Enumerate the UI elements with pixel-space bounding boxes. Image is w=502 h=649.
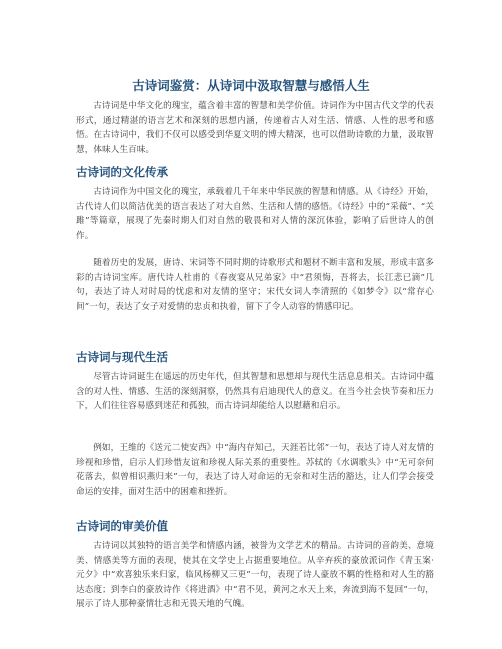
section-3-paragraph-1: 古诗词以其独特的语言美学和情感内涵，被誉为文学艺术的精品。古诗词的音韵美、意境美、情感美等方面的表现，使其在文学史上占据重要地位。从辛弃疾的豪放派词作《青玉案·元夕》中“欢喜独乐来归家，临风杨柳又三更”一句，表现了诗人豪放不羁的性格和对人生的豁达态度；到李白的豪放诗作《将进酒》中“君不见，黄河之水天上来，奔流到海不复回”一句，展示了诗人那种豪情壮志和无畏天地的气魄。 (76, 541, 434, 610)
section-2-paragraph-1: 尽管古诗词诞生在遥远的历史年代，但其智慧和思想却与现代生活息息相关。古诗词中蕴含的对人性、情感、生活的深刻洞察，仍然具有启迪现代人的意义。在当今社会快节奏和压力下，人们往往容易感到迷茫和孤独，而古诗词却能给人以慰藉和启示。 (76, 372, 434, 412)
section-heading-modern-life: 古诗词与现代生活 (76, 350, 168, 364)
section-heading-aesthetic-value: 古诗词的审美价值 (76, 519, 168, 533)
section-1-paragraph-1: 古诗词作为中国文化的瑰宝，承载着几千年来中华民族的智慧和情感。从《诗经》开始，古代诗人们以简洁优美的语言表达了对大自然、生活和人情的感悟。《诗经》中的“采薇”、“关雎”等篇章，展现了先秦时期人们对自然的敬畏和对人情的深沉体验，影响了后世诗人的创作。 (76, 187, 434, 241)
section-2-paragraph-2: 例如，王维的《送元二使安西》中“海内存知己，天涯若比邻”一句，表达了诗人对友情的珍视和珍惜，启示人们珍惜友谊和珍视人际关系的重要性。苏轼的《水调歌头》中“无可奈何花落去，似曾相识燕归来”一句，表达了诗人对命运的无奈和对生活的豁达，让人们学会接受命运的安排，面对生活中的困难和挫折。 (76, 443, 434, 497)
intro-paragraph: 古诗词是中华文化的瑰宝，蕴含着丰富的智慧和美学价值。诗词作为中国古代文学的代表形式，通过精湛的语言艺术和深刻的思想内涵，传递着古人对生活、情感、人性的思考和感悟。在古诗词中，我们不仅可以感受到华夏文明的博大精深，也可以借助诗歌的力量，汲取智慧，体味人生百味。 (76, 101, 434, 155)
document-title: 古诗词鉴赏：从诗词中汲取智慧与感悟人生 (132, 78, 370, 93)
section-1-paragraph-2: 随着历史的发展，唐诗、宋词等不同时期的诗歌形式和题材不断丰富和发展，形成丰富多彩的古诗词宝库。唐代诗人杜甫的《春夜宴从兄弟家》中“君须悔，吾将去，长江悲已滴”几句，表达了诗人对时局的忧虑和对友情的坚守；宋代女词人李清照的《如梦令》以“常存心间”一句，表达了女子对爱情的忠贞和执着，留下了令人动容的情感印记。 (76, 258, 434, 312)
section-heading-cultural-heritage: 古诗词的文化传承 (76, 165, 168, 179)
